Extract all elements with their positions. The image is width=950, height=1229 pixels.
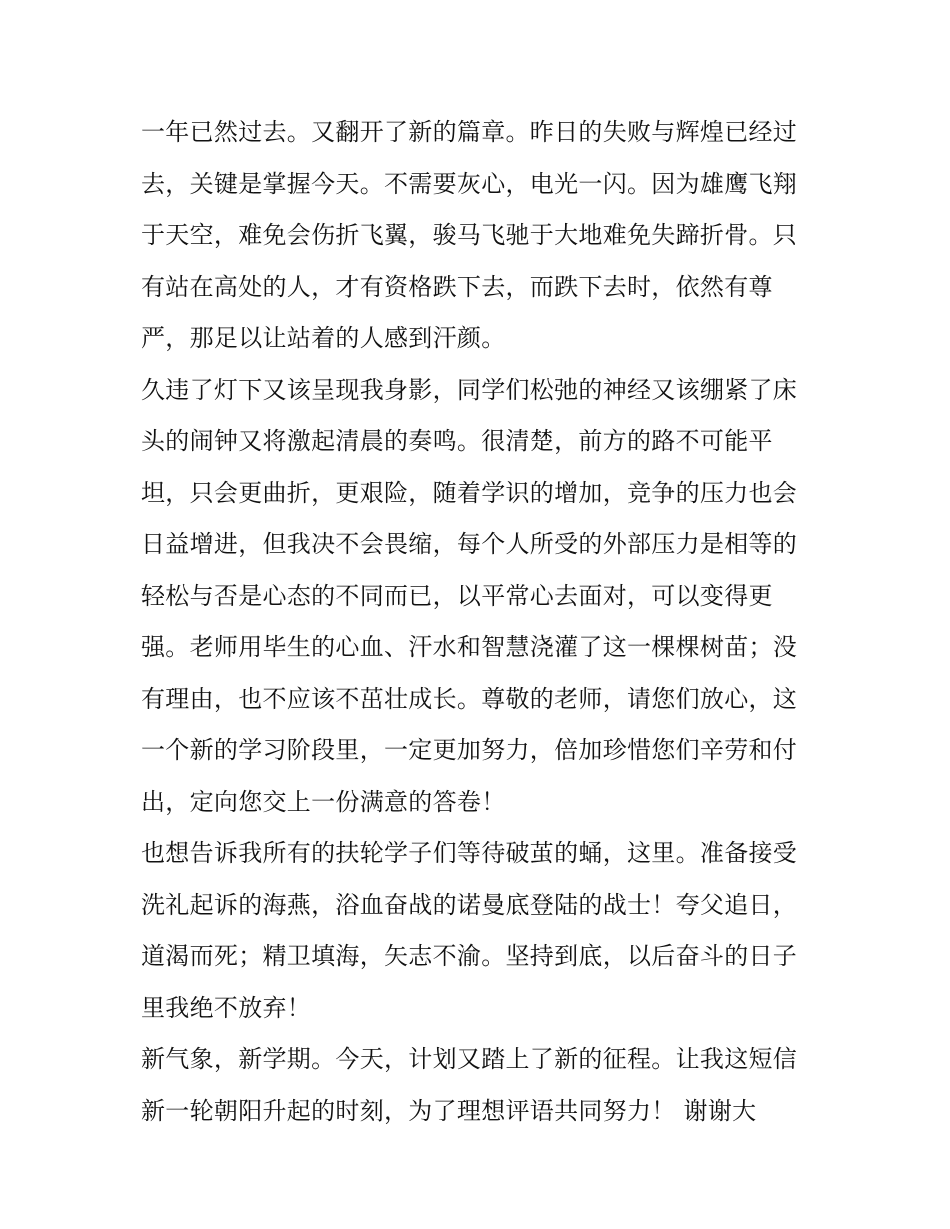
text-line: 新一轮朝阳升起的时刻，为了理想评语共同努力！ 谢谢大 — [141, 1096, 757, 1125]
text-line: 头的闹钟又将激起清晨的奏鸣。很清楚，前方的路不可能平 — [141, 427, 773, 455]
text-line: 有站在高处的人，才有资格跌下去，而跌下去时，依然有尊 — [141, 272, 773, 301]
text-line: 新气象，新学期。今天，计划又踏上了新的征程。让我这短信 — [141, 1045, 798, 1073]
text-line: 去，关键是掌握今天。不需要灰心，电光一闪。因为雄鹰飞翔 — [141, 169, 798, 198]
document-body — [141, 107, 821, 1137]
text-line: 也想告诉我所有的扶轮学子们等待破茧的蛹，这里。准备接受 — [141, 839, 798, 867]
text-line: 轻松与否是心态的不同而已，以平常心去面对，可以变得更 — [141, 581, 773, 610]
text-line: 有理由，也不应该不茁壮成长。尊敬的老师，请您们放心，这 — [141, 684, 798, 713]
text-line: 出，定向您交上一份满意的答卷！ — [141, 787, 506, 816]
text-line: 坦，只会更曲折，更艰险，随着学识的增加，竞争的压力也会 — [141, 478, 798, 507]
text-line: 一年已然过去。又翻开了新的篇章。昨日的失败与辉煌已经过 — [141, 118, 798, 146]
text-line: 洗礼起诉的海燕，浴血奋战的诺曼底登陆的战士！夸父追日， — [141, 890, 798, 919]
text-line: 一个新的学习阶段里，一定更加努力，倍加珍惜您们辛劳和付 — [141, 736, 798, 764]
text-line: 里我绝不放弃！ — [141, 993, 312, 1022]
text-line: 强。老师用毕生的心血、汗水和智慧浇灌了这一棵棵树苗；没 — [141, 633, 798, 661]
text-line: 于天空，难免会伤折飞翼，骏马飞驰于大地难免失蹄折骨。只 — [141, 221, 798, 249]
text-line: 日益增进，但我决不会畏缩，每个人所受的外部压力是相等的 — [141, 530, 798, 558]
text-line: 久违了灯下又该呈现我身影，同学们松弛的神经又该绷紧了床 — [141, 375, 798, 404]
text-line: 道渴而死；精卫填海，矢志不渝。坚持到底，以后奋斗的日子 — [141, 942, 798, 970]
text-line: 严，那足以让站着的人感到汗颜。 — [141, 324, 506, 352]
